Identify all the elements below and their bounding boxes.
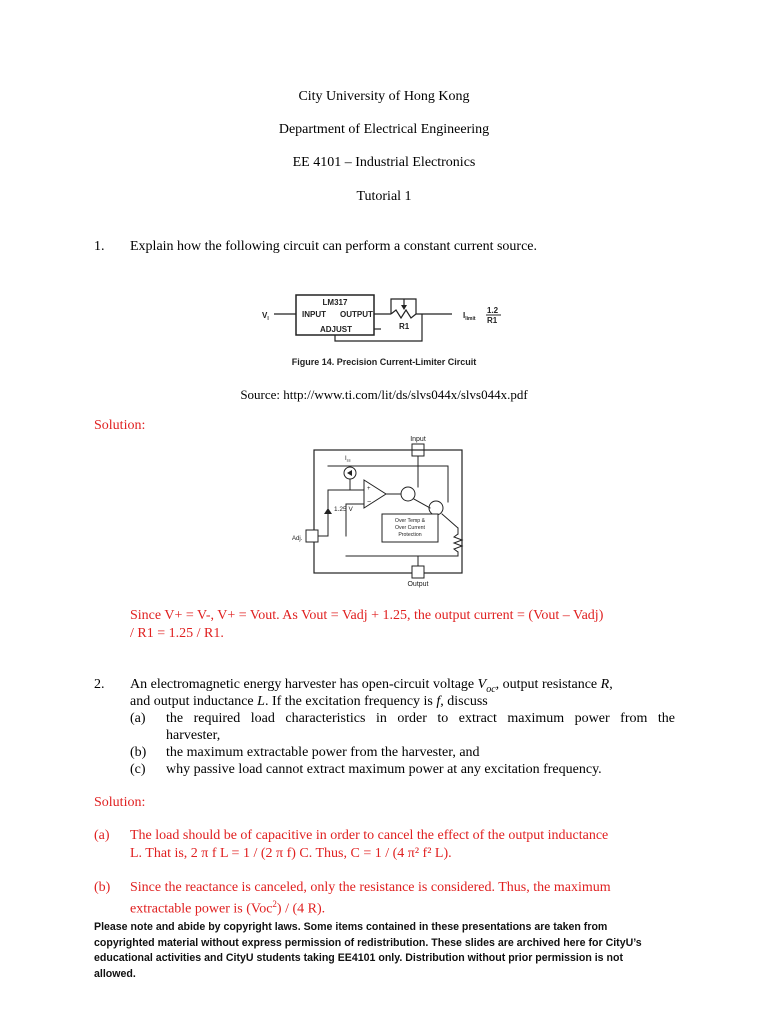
q2-solution-b-line-1: Since the reactance is canceled, only the resistance is considered. Thus, the maximum	[130, 880, 611, 895]
voc-squared: 2	[272, 899, 277, 909]
input-pin: INPUT	[302, 310, 326, 319]
protection-line-2: Over Current	[395, 525, 425, 531]
protection-line-1: Over Temp &	[394, 518, 426, 524]
chip-label: LM317	[322, 298, 348, 307]
q2-solution-b-label: (b)	[94, 880, 111, 895]
q1-answer-line-2: / R1 = 1.25 / R1.	[130, 626, 224, 641]
ilimit-label: I	[463, 311, 466, 320]
university-title: City University of Hong Kong	[298, 89, 470, 104]
adjust-pin: ADJUST	[320, 325, 353, 334]
output-pin: OUTPUT	[340, 310, 373, 319]
course-title: EE 4101 – Industrial Electronics	[292, 155, 476, 170]
vi-label: V	[262, 311, 268, 320]
formula-numerator: 1.2	[487, 306, 499, 315]
svg-text:Ilimit	[463, 311, 476, 322]
svg-text:Iss	[345, 456, 351, 463]
l-symbol: L	[257, 694, 265, 709]
protection-line-3: Protection	[398, 532, 422, 538]
iadj-sub: ss	[346, 457, 351, 463]
lm317-current-limiter-figure	[256, 285, 512, 370]
q2-item-a-line-1: the required load characteristics in order to extract maximum power from the	[166, 711, 675, 726]
q2-solution-label: Solution:	[94, 795, 146, 810]
q2-line-1: An electromagnetic energy harvester has open-circuit voltage $V_{oc}$, output resistance R,	[130, 677, 613, 695]
q1-solution-label: Solution:	[94, 418, 146, 433]
q2-item-b-line-1: the maximum extractable power from the harvester, and	[166, 745, 480, 760]
svg-text:−: −	[367, 499, 372, 506]
schematic-input-label: Input	[410, 436, 426, 443]
q1-text: Explain how the following circuit can perform a constant current source.	[130, 239, 538, 254]
copyright-notice: Please note and abide by copyright laws. Some items contained in these presentations are taken from copyrighted material without express permission of redistribution. These slides are archived here for CityU’s educational activities and CityU students taking EE4101 only. Distribution without prior permission is not allowed.	[94, 921, 642, 980]
tutorial-title: Tutorial 1	[356, 189, 412, 204]
source-citation: Source: http://www.ti.com/lit/ds/slvs044x/slvs044x.pdf	[240, 387, 528, 402]
iadj-label: I	[345, 456, 347, 462]
adj-label: Adj.	[292, 536, 303, 542]
q2-number: 2.	[94, 677, 105, 692]
svg-text:VI	[262, 311, 269, 322]
q2-solution-a-label: (a)	[94, 828, 110, 843]
formula-denominator: R1	[487, 316, 498, 325]
q2-line-2: and output inductance L. If the excitation frequency is f, discuss	[130, 694, 488, 709]
voc-subscript: oc	[486, 683, 496, 695]
ilimit-sub: limit	[465, 316, 476, 322]
q1-number: 1.	[94, 239, 105, 254]
q2-item-c-label: (c)	[130, 762, 146, 777]
q2-solution-a-line-2: L. That is, 2 π f L = 1 / (2 π f) C. Thus, C = 1 / (4 π² f² L).	[130, 846, 452, 861]
f-symbol: f	[436, 694, 441, 709]
q2-item-c-line-1: why passive load cannot extract maximum power at any excitation frequency.	[166, 762, 602, 777]
r-symbol: R	[600, 677, 610, 692]
q2-item-b-label: (b)	[130, 745, 147, 760]
q2-solution-b-line-2: extractable power is (Voc$^2$) / (4 R).	[130, 899, 326, 917]
r1-label: R1	[399, 322, 410, 331]
figure-caption: Figure 14. Precision Current-Limiter Circuit	[291, 357, 477, 367]
lm317-internal-schematic	[288, 432, 480, 588]
q2-item-a-label: (a)	[130, 711, 146, 726]
svg-text:+: +	[367, 486, 371, 492]
q1-answer-line-1: Since V+ = V-, V+ = Vout. As Vout = Vadj + 1.25, the output current = (Vout – Vadj)	[130, 608, 604, 623]
vi-sub: I	[267, 316, 269, 322]
voc-symbol: V	[477, 677, 487, 692]
department-title: Department of Electrical Engineering	[278, 122, 490, 137]
q2-solution-a-line-1: The load should be of capacitive in order to cancel the effect of the output inductance	[130, 828, 609, 843]
q2-item-a-line-2: harvester,	[166, 728, 221, 743]
schematic-output-label: Output	[407, 581, 429, 588]
vref-label: 1.25 V	[334, 506, 353, 513]
